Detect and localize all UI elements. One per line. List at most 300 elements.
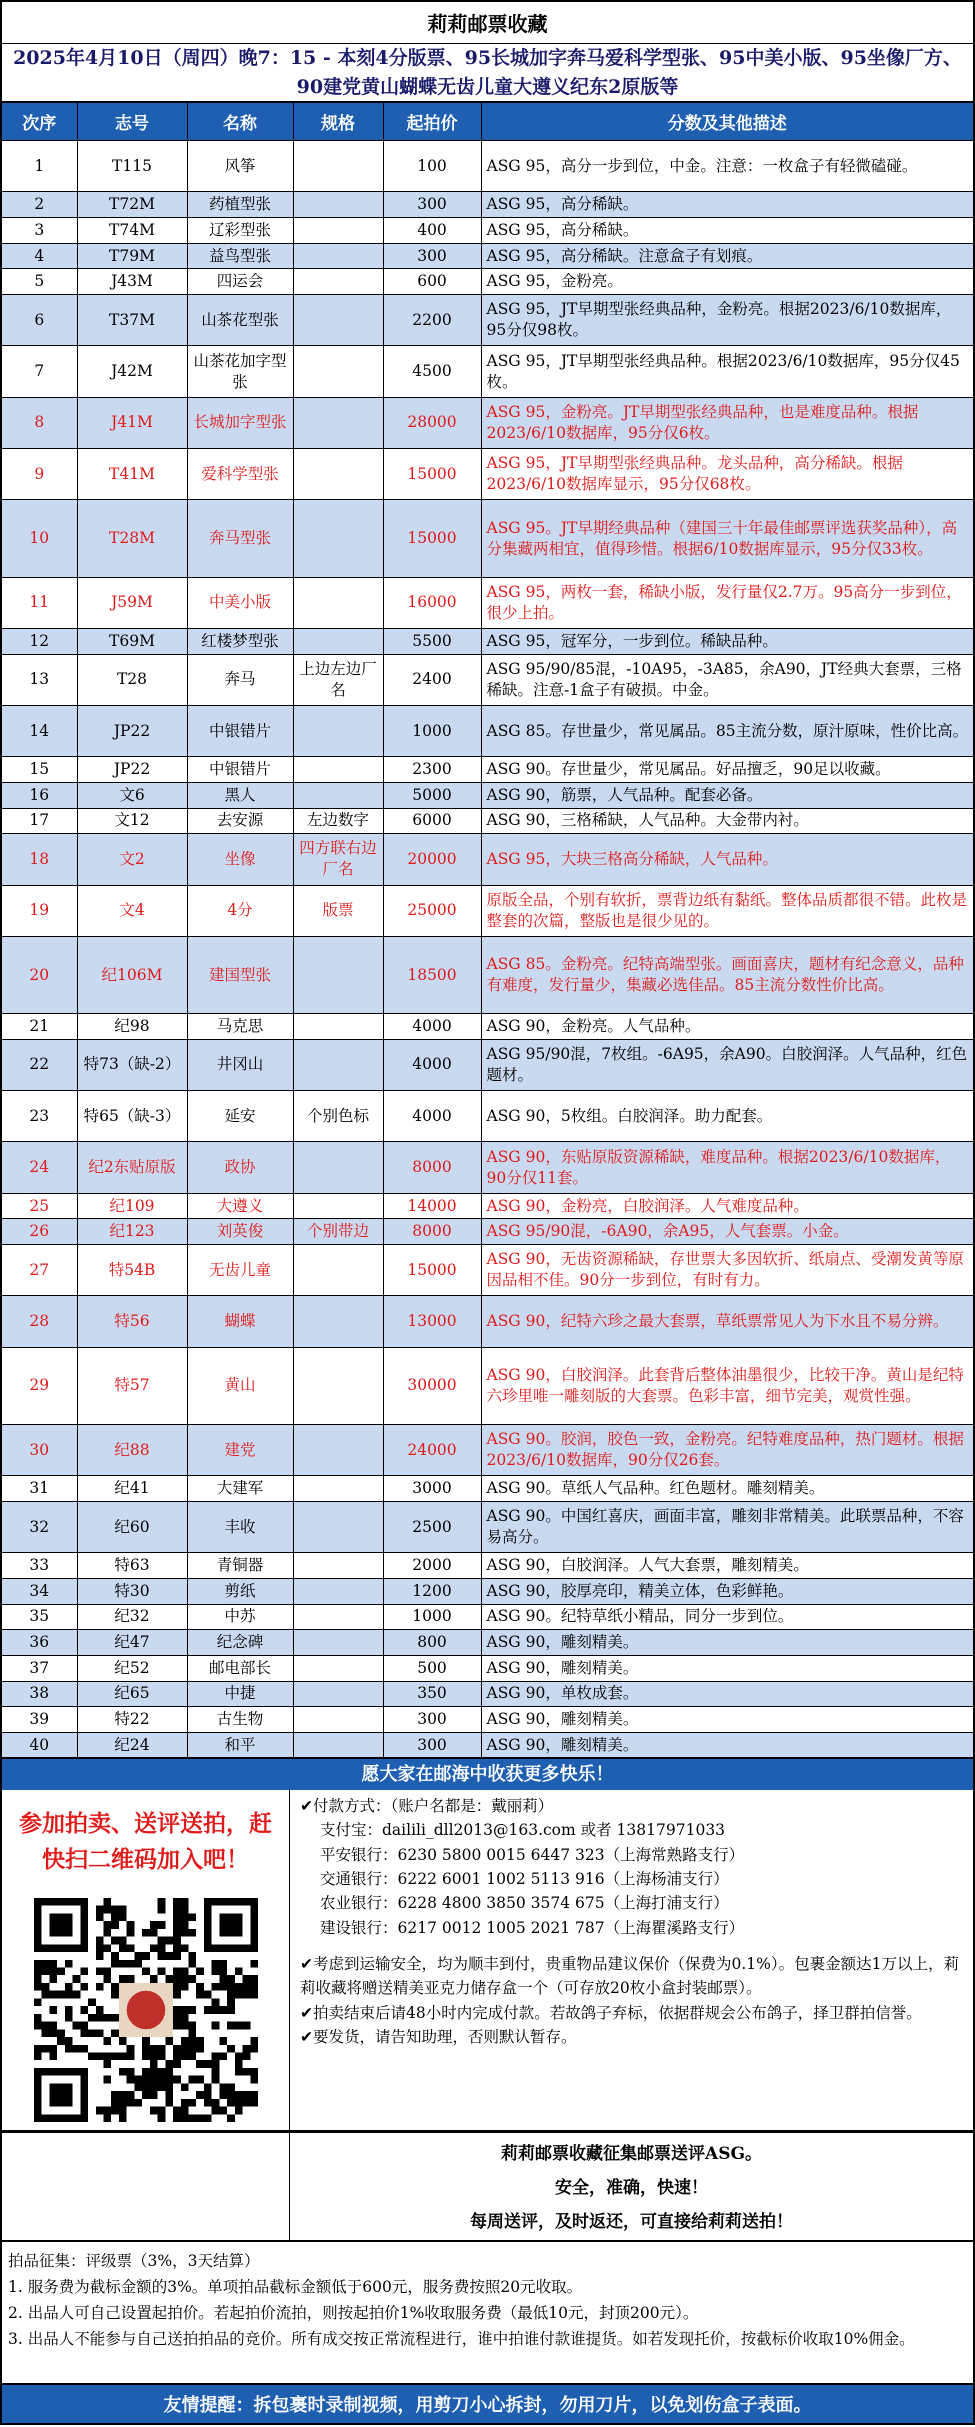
cell-order: 17 [1, 808, 77, 834]
cell-price: 2000 [383, 1553, 481, 1579]
cell-code: 纪24 [77, 1732, 187, 1758]
cell-desc: ASG 90。草纸人气品种。红色题材。雕刻精美。 [481, 1476, 974, 1502]
cell-price: 6000 [383, 808, 481, 834]
cell-name: 4分 [187, 885, 293, 936]
cell-code: T37M [77, 295, 187, 346]
cell-code: T74M [77, 218, 187, 244]
rules-item: 2. 出品人可自己设置起拍价。若起拍价流拍，则按起拍价1%收取服务费（最低10元，封顶200元）。 [8, 2304, 699, 2323]
cell-spec [293, 1604, 383, 1630]
cell-spec [293, 500, 383, 577]
lot-table [0, 102, 975, 1759]
cell-order: 5 [1, 269, 77, 295]
table-row [1, 397, 974, 448]
cell-name: 中捷 [187, 1681, 293, 1707]
payment-header: ✔付款方式：（账户名都是：戴丽莉） [300, 1797, 554, 1816]
cell-price: 24000 [383, 1424, 481, 1475]
cell-order: 31 [1, 1476, 77, 1502]
cell-order: 37 [1, 1655, 77, 1681]
cell-desc: ASG 90，纪特六珍之最大套票，草纸票常见人为下水且不易分辨。 [481, 1296, 974, 1347]
assoc-panel [290, 2133, 973, 2240]
cell-desc: ASG 90，白胶润泽。此套背后整体油墨很少，比较干净。黄山是纪特六珍里唯一雕刻版的大套票。色彩丰富，细节完美，观赏性强。 [481, 1347, 974, 1424]
cell-price: 18500 [383, 937, 481, 1014]
cell-desc: ASG 95，JT早期型张经典品种。龙头品种，高分稀缺。根据2023/6/10数据库显示，95分仅68枚。 [481, 449, 974, 500]
cell-code: T69M [77, 628, 187, 654]
table-row [1, 1245, 974, 1296]
cell-desc: ASG 90。中国红喜庆，画面丰富，雕刻非常精美。此联票品种，不容易高分。 [481, 1501, 974, 1552]
cell-spec [293, 705, 383, 756]
cell-name: 蝴蝶 [187, 1296, 293, 1347]
cell-name: 剪纸 [187, 1578, 293, 1604]
cell-spec [293, 1039, 383, 1090]
cell-price: 15000 [383, 1245, 481, 1296]
cell-spec: 左边数字 [293, 808, 383, 834]
col-header-order: 次序 [1, 103, 77, 141]
cell-spec [293, 1476, 383, 1502]
table-row [1, 243, 974, 269]
table-row [1, 1014, 974, 1040]
cell-order: 16 [1, 782, 77, 808]
rules-item: 1. 服务费为截标金额的3%。单项拍品截标金额低于600元，服务费按照20元收取。 [8, 2278, 583, 2297]
table-row [1, 269, 974, 295]
cell-spec [293, 577, 383, 628]
cell-order: 30 [1, 1424, 77, 1475]
table-row [1, 295, 974, 346]
cell-spec [293, 628, 383, 654]
cell-desc: ASG 95，高分稀缺。 [481, 218, 974, 244]
cell-spec [293, 192, 383, 218]
cell-code: 纪52 [77, 1655, 187, 1681]
cell-name: 长城加字型张 [187, 397, 293, 448]
cell-spec [293, 295, 383, 346]
cell-code: 纪41 [77, 1476, 187, 1502]
cell-spec [293, 1655, 383, 1681]
cell-price: 8000 [383, 1219, 481, 1245]
cell-order: 15 [1, 757, 77, 783]
cell-price: 1000 [383, 705, 481, 756]
shipping-note: ✔考虑到运输安全，均为顺丰到付，贵重物品建议保价（保费为0.1%）。包裹金额达1万以上，莉莉收藏将赠送精美亚克力储存盒一个（可存放20枚小盒封装邮票）。 [300, 1954, 959, 1998]
cell-code: 特63 [77, 1553, 187, 1579]
cell-spec [293, 1424, 383, 1475]
cell-price: 1200 [383, 1578, 481, 1604]
cell-order: 26 [1, 1219, 77, 1245]
cell-desc: ASG 85。金粉亮。纪特高端型张。画面喜庆，题材有纪念意义，品种有难度，发行量少，集藏必选佳品。85主流分数性价比高。 [481, 937, 974, 1014]
cell-code: 文6 [77, 782, 187, 808]
table-row [1, 885, 974, 936]
cell-code: 纪47 [77, 1630, 187, 1656]
cell-code: 特73（缺-2） [77, 1039, 187, 1090]
cell-desc: ASG 90，雕刻精美。 [481, 1655, 974, 1681]
table-row [1, 937, 974, 1014]
cell-price: 30000 [383, 1347, 481, 1424]
cell-spec [293, 218, 383, 244]
cell-order: 9 [1, 449, 77, 500]
cell-name: 纪念碑 [187, 1630, 293, 1656]
cell-spec [293, 1193, 383, 1219]
cell-order: 21 [1, 1014, 77, 1040]
cell-price: 300 [383, 192, 481, 218]
cell-spec: 版票 [293, 885, 383, 936]
cell-code: J43M [77, 269, 187, 295]
cell-name: 辽彩型张 [187, 218, 293, 244]
cell-order: 23 [1, 1091, 77, 1142]
cell-spec [293, 141, 383, 192]
cell-desc: ASG 95，大块三格高分稀缺，人气品种。 [481, 834, 974, 885]
cell-price: 25000 [383, 885, 481, 936]
cell-price: 1000 [383, 1604, 481, 1630]
cell-order: 7 [1, 346, 77, 397]
cell-order: 11 [1, 577, 77, 628]
cell-desc: ASG 90，金粉亮，白胶润泽。人气难度品种。 [481, 1193, 974, 1219]
cell-desc: ASG 95，金粉亮。 [481, 269, 974, 295]
cell-code: 文12 [77, 808, 187, 834]
join-text: 参加拍卖、送评送拍，赶快扫二维码加入吧！ [19, 1810, 272, 1874]
cell-spec: 个别色标 [293, 1091, 383, 1142]
cell-name: 大遵义 [187, 1193, 293, 1219]
cell-name: 爱科学型张 [187, 449, 293, 500]
cell-price: 100 [383, 141, 481, 192]
join-panel [2, 1790, 290, 2130]
cell-name: 政协 [187, 1142, 293, 1193]
cell-desc: ASG 90。存世量少，常见属品。好品擅乏，90足以收藏。 [481, 757, 974, 783]
cell-desc: ASG 95。JT早期经典品种（建国三十年最佳邮票评选获奖品种），高分集藏两相宜，值得珍惜。根据6/10数据库显示，95分仅33枚。 [481, 500, 974, 577]
cell-spec [293, 449, 383, 500]
cell-name: 中苏 [187, 1604, 293, 1630]
cell-code: 纪106M [77, 937, 187, 1014]
cell-spec [293, 1578, 383, 1604]
cell-desc: ASG 90，三格稀缺，人气品种。大金带内衬。 [481, 808, 974, 834]
table-row [1, 1219, 974, 1245]
cell-price: 2400 [383, 654, 481, 705]
cell-price: 20000 [383, 834, 481, 885]
cell-desc: ASG 90，雕刻精美。 [481, 1707, 974, 1733]
page-title: 莉莉邮票收藏 [0, 0, 975, 44]
cell-order: 29 [1, 1347, 77, 1424]
table-row [1, 1424, 974, 1475]
cell-code: J59M [77, 577, 187, 628]
cell-price: 2200 [383, 295, 481, 346]
cell-order: 24 [1, 1142, 77, 1193]
table-header-row [1, 103, 974, 141]
cell-order: 2 [1, 192, 77, 218]
cell-desc: ASG 90，东贴原版资源稀缺，难度品种。根据2023/6/10数据库，90分仅11套。 [481, 1142, 974, 1193]
alipay-line: 支付宝：dailili_dll2013@163.com 或者 13817971033 [320, 1821, 726, 1840]
cell-name: 中美小版 [187, 577, 293, 628]
cell-order: 19 [1, 885, 77, 936]
cell-desc: ASG 90，胶厚亮印，精美立体，色彩鲜艳。 [481, 1578, 974, 1604]
cell-code: J41M [77, 397, 187, 448]
cell-price: 400 [383, 218, 481, 244]
cell-code: 文2 [77, 834, 187, 885]
cell-code: T72M [77, 192, 187, 218]
cell-order: 38 [1, 1681, 77, 1707]
cell-order: 4 [1, 243, 77, 269]
cell-desc: ASG 90，白胶润泽。人气大套票，雕刻精美。 [481, 1553, 974, 1579]
table-row [1, 705, 974, 756]
cell-name: 药植型张 [187, 192, 293, 218]
cell-desc: ASG 90，雕刻精美。 [481, 1732, 974, 1758]
cell-price: 5000 [383, 782, 481, 808]
cell-spec [293, 1347, 383, 1424]
table-row [1, 1655, 974, 1681]
cell-price: 4000 [383, 1091, 481, 1142]
cell-spec [293, 1732, 383, 1758]
cell-spec [293, 1707, 383, 1733]
cell-spec [293, 1501, 383, 1552]
table-row [1, 1501, 974, 1552]
payment-deadline-note: ✔拍卖结束后请48小时内完成付款。若故鸽子弃标，依据群规会公布鸽子，择卫群拍信誉。 [300, 2003, 922, 2022]
cell-order: 22 [1, 1039, 77, 1090]
cell-name: 建党 [187, 1424, 293, 1475]
cell-order: 32 [1, 1501, 77, 1552]
cell-code: 特54B [77, 1245, 187, 1296]
bank-line: 农业银行：6228 4800 3850 3574 675（上海打浦支行） [320, 1894, 729, 1913]
cell-price: 2300 [383, 757, 481, 783]
cell-name: 山茶花型张 [187, 295, 293, 346]
qr-code-icon[interactable] [31, 1898, 261, 2122]
cell-price: 300 [383, 1732, 481, 1758]
table-row [1, 1193, 974, 1219]
cell-name: 益鸟型张 [187, 243, 293, 269]
cell-price: 500 [383, 1655, 481, 1681]
cell-price: 300 [383, 1707, 481, 1733]
cell-price: 14000 [383, 1193, 481, 1219]
cell-desc: ASG 95，高分一步到位，中金。注意：一枚盒子有轻微磕碰。 [481, 141, 974, 192]
cell-name: 四运会 [187, 269, 293, 295]
cell-price: 15000 [383, 500, 481, 577]
cell-name: 山茶花加字型张 [187, 346, 293, 397]
cell-spec [293, 1245, 383, 1296]
cell-price: 3000 [383, 1476, 481, 1502]
cell-order: 14 [1, 705, 77, 756]
cell-price: 350 [383, 1681, 481, 1707]
cell-spec [293, 1142, 383, 1193]
cell-price: 8000 [383, 1142, 481, 1193]
cell-price: 4000 [383, 1014, 481, 1040]
cell-price: 300 [383, 243, 481, 269]
table-row [1, 834, 974, 885]
cell-price: 13000 [383, 1296, 481, 1347]
cell-code: 文4 [77, 885, 187, 936]
cell-name: 邮电部长 [187, 1655, 293, 1681]
bank-line: 交通银行：6222 6001 1002 5113 916（上海杨浦支行） [320, 1870, 729, 1889]
cell-desc: ASG 95，高分稀缺。注意盒子有划痕。 [481, 243, 974, 269]
cell-desc: ASG 90，筋票，人气品种。配套必备。 [481, 782, 974, 808]
cell-spec [293, 1553, 383, 1579]
cell-code: 特57 [77, 1347, 187, 1424]
cell-order: 6 [1, 295, 77, 346]
table-row [1, 1142, 974, 1193]
payment-panel [290, 1790, 973, 2130]
cell-name: 和平 [187, 1732, 293, 1758]
cell-desc: ASG 95，高分稀缺。 [481, 192, 974, 218]
cell-price: 800 [383, 1630, 481, 1656]
cell-order: 3 [1, 218, 77, 244]
cell-code: 纪98 [77, 1014, 187, 1040]
table-row [1, 1630, 974, 1656]
cell-spec [293, 346, 383, 397]
cell-price: 2500 [383, 1501, 481, 1552]
cell-desc: 原版全品，个别有软折，票背边纸有黏纸。整体品质都很不错。此枚是整套的次篇，整版也是很少见的。 [481, 885, 974, 936]
cell-name: 黑人 [187, 782, 293, 808]
table-row [1, 782, 974, 808]
cell-desc: ASG 90。纪特草纸小精品，同分一步到位。 [481, 1604, 974, 1630]
table-row [1, 192, 974, 218]
cell-desc: ASG 95，冠军分，一步到位。稀缺品种。 [481, 628, 974, 654]
rules-title: 拍品征集：评级票（3%，3天结算） [8, 2252, 260, 2271]
rules-section [0, 2242, 975, 2383]
cell-spec [293, 1014, 383, 1040]
cell-order: 10 [1, 500, 77, 577]
cell-code: J42M [77, 346, 187, 397]
table-row [1, 449, 974, 500]
cell-order: 1 [1, 141, 77, 192]
table-row [1, 654, 974, 705]
table-row [1, 577, 974, 628]
assoc-line: 安全，准确，快速！ [555, 2178, 708, 2199]
cell-desc: ASG 95/90/85混，-10A95，-3A85，余A90，JT经典大套票，三格稀缺。注意-1盒子有破损。中金。 [481, 654, 974, 705]
assoc-section [0, 2132, 975, 2242]
cell-code: 特65（缺-3） [77, 1091, 187, 1142]
table-row [1, 1091, 974, 1142]
cell-spec [293, 1630, 383, 1656]
cell-name: 奔马 [187, 654, 293, 705]
cell-name: 古生物 [187, 1707, 293, 1733]
cell-order: 35 [1, 1604, 77, 1630]
cell-code: JP22 [77, 705, 187, 756]
cell-spec [293, 1681, 383, 1707]
bank-line: 平安银行：6230 5800 0015 6447 323（上海常熟路支行） [320, 1845, 745, 1864]
page-subtitle: 2025年4月10日（周四）晚7：15 - 本刻4分版票、95长城加字奔马爱科学型张、95中美小版、95坐像厂方、90建党黄山蝴蝶无齿儿童大遵义纪东2原版等 [0, 44, 975, 102]
cell-order: 36 [1, 1630, 77, 1656]
cell-desc: ASG 90，雕刻精美。 [481, 1630, 974, 1656]
cell-code: 特56 [77, 1296, 187, 1347]
assoc-line: 每周送评，及时返还，可直接给莉莉送拍！ [470, 2212, 793, 2233]
cell-spec [293, 937, 383, 1014]
table-row [1, 141, 974, 192]
cell-desc: ASG 90，无齿资源稀缺，存世票大多因软折、纸扇点、受潮发黄等原因品相不佳。90分一步到位，有时有力。 [481, 1245, 974, 1296]
cell-order: 25 [1, 1193, 77, 1219]
cell-name: 丰收 [187, 1501, 293, 1552]
table-row [1, 1347, 974, 1424]
cell-code: T28M [77, 500, 187, 577]
cell-code: T28 [77, 654, 187, 705]
cell-desc: ASG 95，金粉亮。JT早期型张经典品种，也是难度品种。根据2023/6/10数据库，95分仅6枚。 [481, 397, 974, 448]
cell-code: 纪32 [77, 1604, 187, 1630]
cell-desc: ASG 95/90混，-6A90，余A95，人气套票。小金。 [481, 1219, 974, 1245]
col-header-desc: 分数及其他描述 [481, 103, 974, 141]
cell-order: 28 [1, 1296, 77, 1347]
cell-desc: ASG 90。胶润，胶色一致，金粉亮。纪特难度品种，热门题材。根据2023/6/10数据库，90分仅26套。 [481, 1424, 974, 1475]
table-row [1, 1476, 974, 1502]
cell-order: 20 [1, 937, 77, 1014]
cell-order: 40 [1, 1732, 77, 1758]
cell-code: 纪88 [77, 1424, 187, 1475]
cell-code: 纪60 [77, 1501, 187, 1552]
cell-spec [293, 269, 383, 295]
cell-code: 纪123 [77, 1219, 187, 1245]
table-row [1, 808, 974, 834]
table-row [1, 1296, 974, 1347]
cell-price: 4000 [383, 1039, 481, 1090]
table-row [1, 1681, 974, 1707]
cell-price: 28000 [383, 397, 481, 448]
cell-code: 纪109 [77, 1193, 187, 1219]
cell-name: 建国型张 [187, 937, 293, 1014]
cell-name: 青铜器 [187, 1553, 293, 1579]
cell-order: 13 [1, 654, 77, 705]
assoc-line: 莉莉邮票收藏征集邮票送评ASG。 [501, 2144, 762, 2165]
cell-order: 8 [1, 397, 77, 448]
table-row [1, 1578, 974, 1604]
cell-desc: ASG 90，金粉亮。人气品种。 [481, 1014, 974, 1040]
cell-spec [293, 243, 383, 269]
cell-name: 大建军 [187, 1476, 293, 1502]
cell-desc: ASG 90，5枚组。白胶润泽。助力配套。 [481, 1091, 974, 1142]
cell-name: 坐像 [187, 834, 293, 885]
cell-price: 16000 [383, 577, 481, 628]
delivery-note: ✔要发货，请告知助理，否则默认暂存。 [300, 2027, 577, 2046]
cell-code: T79M [77, 243, 187, 269]
bank-line: 建设银行：6217 0012 1005 2021 787（上海瞿溪路支行） [320, 1918, 745, 1937]
cell-code: 特30 [77, 1578, 187, 1604]
cell-spec: 个别带边 [293, 1219, 383, 1245]
col-header-name: 名称 [187, 103, 293, 141]
cell-code: JP22 [77, 757, 187, 783]
cell-name: 井冈山 [187, 1039, 293, 1090]
table-row [1, 1604, 974, 1630]
cell-name: 马克思 [187, 1014, 293, 1040]
cell-desc: ASG 85。存世量少，常见属品。85主流分数，原汁原味，性价比高。 [481, 705, 974, 756]
cell-price: 15000 [383, 449, 481, 500]
cell-price: 4500 [383, 346, 481, 397]
table-row [1, 500, 974, 577]
table-row [1, 1732, 974, 1758]
cell-desc: ASG 95，JT早期型张经典品种，金粉亮。根据2023/6/10数据库，95分仅98枚。 [481, 295, 974, 346]
cell-code: 纪2东贴原版 [77, 1142, 187, 1193]
cell-name: 中银错片 [187, 705, 293, 756]
cell-spec: 上边左边厂名 [293, 654, 383, 705]
cell-spec [293, 1296, 383, 1347]
cell-order: 33 [1, 1553, 77, 1579]
cell-desc: ASG 95，JT早期型张经典品种。根据2023/6/10数据库，95分仅45枚。 [481, 346, 974, 397]
cell-name: 黄山 [187, 1347, 293, 1424]
cell-order: 34 [1, 1578, 77, 1604]
cell-name: 无齿儿童 [187, 1245, 293, 1296]
cell-code: 特22 [77, 1707, 187, 1733]
table-row [1, 218, 974, 244]
col-header-price: 起拍价 [383, 103, 481, 141]
cell-spec: 四方联右边厂名 [293, 834, 383, 885]
cell-name: 中银错片 [187, 757, 293, 783]
cell-spec [293, 782, 383, 808]
cell-order: 27 [1, 1245, 77, 1296]
banner-wishes: 愿大家在邮海中收获更多快乐！ [0, 1759, 975, 1790]
cell-name: 去安源 [187, 808, 293, 834]
friendly-tip: 友情提醒：拆包裹时录制视频，用剪刀小心拆封，勿用刀片，以免划伤盒子表面。 [0, 2383, 975, 2425]
table-row [1, 1707, 974, 1733]
cell-price: 600 [383, 269, 481, 295]
cell-name: 风筝 [187, 141, 293, 192]
cell-name: 奔马型张 [187, 500, 293, 577]
cell-name: 延安 [187, 1091, 293, 1142]
cell-code: 纪65 [77, 1681, 187, 1707]
cell-order: 12 [1, 628, 77, 654]
cell-desc: ASG 90，单枚成套。 [481, 1681, 974, 1707]
cell-code: T41M [77, 449, 187, 500]
info-section [0, 1790, 975, 2132]
cell-name: 红楼梦型张 [187, 628, 293, 654]
cell-price: 5500 [383, 628, 481, 654]
